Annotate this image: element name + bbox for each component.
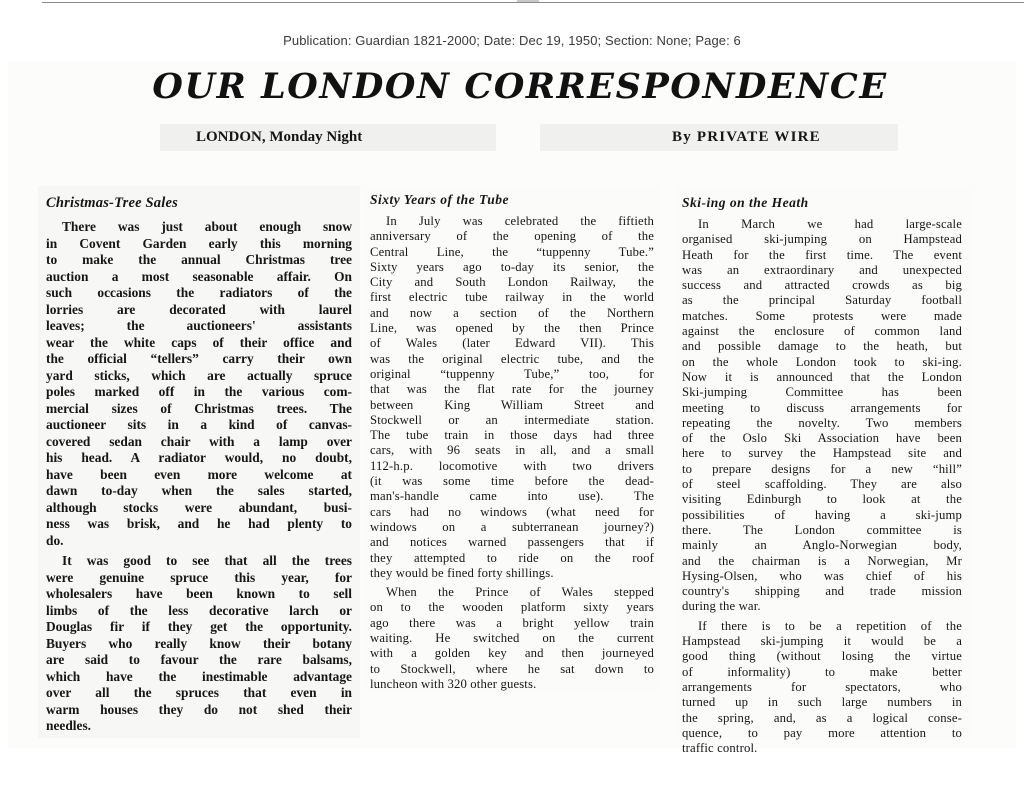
- article-text-line: meeting to discuss arrangements for: [682, 400, 962, 415]
- byline: By PRIVATE WIRE: [672, 129, 821, 145]
- article-text-line: during the war.: [682, 599, 761, 614]
- article-text-line: and notices warned passengers that if: [370, 535, 654, 550]
- top-divider: [42, 2, 1024, 3]
- article-text-line: In March we had large-scale: [698, 217, 962, 231]
- article-text-line: matches. Some protests were made: [682, 308, 962, 323]
- article-text-line: and possible damage to the heath, but: [682, 339, 962, 354]
- article-text-line: lorries are decorated with laurel: [46, 301, 352, 317]
- article-heading: Ski-ing on the Heath: [682, 195, 809, 210]
- article-text-line: was the original electric tube, and the: [370, 351, 654, 366]
- article-text-line: have been even more welcome at: [46, 466, 352, 482]
- article-text-line: ago there was a bright yellow train: [370, 615, 654, 630]
- article-text-line: they would be fined forty shillings.: [370, 565, 554, 580]
- article-text-line: cars had no windows (what need for: [370, 504, 654, 519]
- article-text-line: covered sedan chair with a lamp over: [46, 433, 352, 449]
- article-text-line: which have the inestimable advantage: [46, 668, 352, 684]
- article-heading: Sixty Years of the Tube: [370, 192, 509, 207]
- article-text-line: were genuine spruce this year, for: [46, 569, 352, 585]
- article-text-line: on the whole London took to ski-ing.: [682, 354, 962, 369]
- article-text-line: limbs of the less decorative larch or: [46, 602, 352, 618]
- article-text-line: anniversary of the opening of the: [370, 229, 654, 244]
- article-text-line: was an extraordinary and unexpected: [682, 262, 962, 277]
- article-heading: Christmas-Tree Sales: [46, 195, 178, 211]
- article-text-line: to prepare designs for a new “hill”: [682, 461, 962, 476]
- article-text-line: windows on a subterranean journey?): [370, 519, 654, 534]
- article-text-line: It was good to see that all the trees: [62, 553, 352, 568]
- article-text-line: wear the white caps of their office and: [46, 334, 352, 350]
- article-text-line: between King William Street and: [370, 397, 654, 412]
- article-text-line: wholesalers have been known to sell: [46, 586, 352, 601]
- article-text-line: country's shipping and trade mission: [682, 584, 962, 599]
- article-text-line: to Stockwell, where he sat down to: [370, 661, 654, 676]
- article-text-line: ness was brisk, and he had plenty to: [46, 516, 352, 531]
- article-text-line: The tube train in those days had three: [370, 428, 654, 443]
- article-text-line: City and South London Railway, the: [370, 275, 654, 290]
- article-text-line: leaves; the auctioneers' assistants: [46, 318, 352, 333]
- article-body: [38, 217, 360, 735]
- article-text-line: repeating the novelty. Two members: [682, 415, 962, 430]
- article-text-line: that was the flat rate for the journey: [370, 382, 654, 397]
- article-text-line: luncheon with 320 other guests.: [370, 676, 537, 691]
- article-text-line: success and attracted crowds as big: [682, 278, 962, 293]
- article-text-line: Stockwell or an intermediate station.: [370, 412, 654, 427]
- article-column-christmas-tree-sales: [38, 186, 360, 738]
- article-text-line: here to survey the Hampstead site and: [682, 446, 962, 461]
- article-text-line: waiting. He switched on the current: [370, 631, 654, 646]
- article-text-line: are said to favour the rare balsams,: [46, 652, 352, 667]
- article-text-line: of Wales (later Edward VII). This: [370, 336, 654, 351]
- scroll-marker: [517, 0, 539, 2]
- article-text-line: mainly an Anglo-Norwegian body,: [682, 538, 962, 553]
- dateline: LONDON, Monday Night: [196, 129, 363, 145]
- article-text-line: There was just about enough snow: [62, 219, 352, 234]
- article-text-line: of steel scaffolding. They are also: [682, 477, 962, 492]
- article-text-line: Douglas fir if they get the opportunity.: [46, 619, 352, 634]
- article-text-line: yard sticks, which are actually spruce: [46, 367, 352, 383]
- article-text-line: warm houses they do not shed their: [46, 701, 352, 717]
- article-text-line: traffic control.: [682, 741, 758, 756]
- article-body: [676, 215, 970, 756]
- article-text-line: mercial sizes of Christmas trees. The: [46, 400, 352, 416]
- article-text-line: visiting Edinburgh to look at the: [682, 492, 962, 507]
- article-text-line: and now a section of the Northern: [370, 305, 654, 320]
- article-text-line: When the Prince of Wales stepped: [386, 585, 654, 600]
- article-text-line: such occasions the radiators of the: [46, 285, 352, 300]
- article-text-line: poles marked off in the various com-: [46, 384, 352, 399]
- article-text-line: and the chairman is a Norwegian, Mr: [682, 553, 962, 568]
- article-text-line: turned up in such large numbers in: [682, 695, 962, 710]
- article-text-line: original “tuppenny Tube,” too, for: [370, 366, 654, 381]
- article-text-line: the spring, and, as a logical conse-: [682, 710, 962, 725]
- article-text-line: Hysing-Olsen, who was chief of his: [682, 568, 962, 583]
- article-text-line: quence, to pay more attention to: [682, 725, 962, 740]
- headline: OUR LONDON CORRESPONDENCE: [152, 66, 888, 107]
- article-text-line: possibilities of having a ski-jump: [682, 507, 962, 522]
- article-text-line: auctioneer sits in a kind of canvas-: [46, 417, 352, 432]
- article-text-line: In July was celebrated the fiftieth: [386, 214, 654, 228]
- article-text-line: Heath for the first time. The event: [682, 247, 962, 262]
- article-text-line: with a golden key and then journeyed: [370, 646, 654, 661]
- article-text-line: 112-h.p. locomotive with two drivers: [370, 458, 654, 473]
- article-text-line: Hampstead ski-jumping it would be a: [682, 634, 962, 649]
- article-text-line: as the principal Saturday football: [682, 293, 962, 308]
- article-text-line: cars, with 96 seats in all, and a small: [370, 443, 654, 458]
- article-text-line: Sixty years ago to-day its senior, the: [370, 259, 654, 274]
- article-text-line: good thing (without losing the virtue: [682, 649, 962, 664]
- article-text-line: over all the spruces that even in: [46, 685, 352, 700]
- article-text-line: man's-handle came into use). The: [370, 489, 654, 504]
- article-text-line: there. The London committee is: [682, 522, 962, 537]
- article-text-line: Line, was opened by the then Prince: [370, 321, 654, 336]
- article-text-line: Ski-jumping Committee has been: [682, 385, 962, 400]
- article-text-line: Now it is announced that the London: [682, 369, 962, 384]
- article-text-line: of informality) to make better: [682, 664, 962, 679]
- article-text-line: they attempted to ride on the roof: [370, 550, 654, 565]
- publication-info: Publication: Guardian 1821-2000; Date: Dec 19, 1950; Section: None; Page: 6: [283, 33, 741, 48]
- article-text-line: (it was some time before the dead-: [370, 474, 654, 489]
- article-text-line: dawn to-day when the sales started,: [46, 483, 352, 498]
- article-text-line: the official “tellers” carry their own: [46, 351, 352, 366]
- article-text-line: of the Oslo Ski Association have been: [682, 431, 962, 446]
- article-body: [366, 212, 660, 692]
- article-text-line: although stocks were abundant, busi-: [46, 499, 352, 515]
- article-text-line: If there is to be a repetition of the: [698, 618, 962, 633]
- article-text-line: against the enclosure of common land: [682, 324, 962, 339]
- article-text-line: organised ski-jumping on Hampstead: [682, 232, 962, 247]
- article-column-ski-ing-on-the-heath: [676, 186, 970, 756]
- article-text-line: on to the wooden platform sixty years: [370, 600, 654, 615]
- article-text-line: arrangements for spectators, who: [682, 679, 962, 694]
- article-text-line: Central Line, the “tuppenny Tube.”: [370, 244, 654, 259]
- article-text-line: do.: [46, 532, 64, 548]
- article-text-line: auction a most seasonable affair. On: [46, 268, 352, 284]
- article-text-line: in Covent Garden early this morning: [46, 235, 352, 251]
- article-column-sixty-years-of-the-tube: [366, 186, 660, 690]
- article-text-line: needles.: [46, 718, 92, 733]
- article-text-line: to make the annual Christmas tree: [46, 252, 352, 267]
- article-text-line: his head. A radiator would, no doubt,: [46, 450, 352, 465]
- article-text-line: Buyers who really know their botany: [46, 635, 352, 651]
- article-text-line: first electric tube railway in the world: [370, 290, 654, 305]
